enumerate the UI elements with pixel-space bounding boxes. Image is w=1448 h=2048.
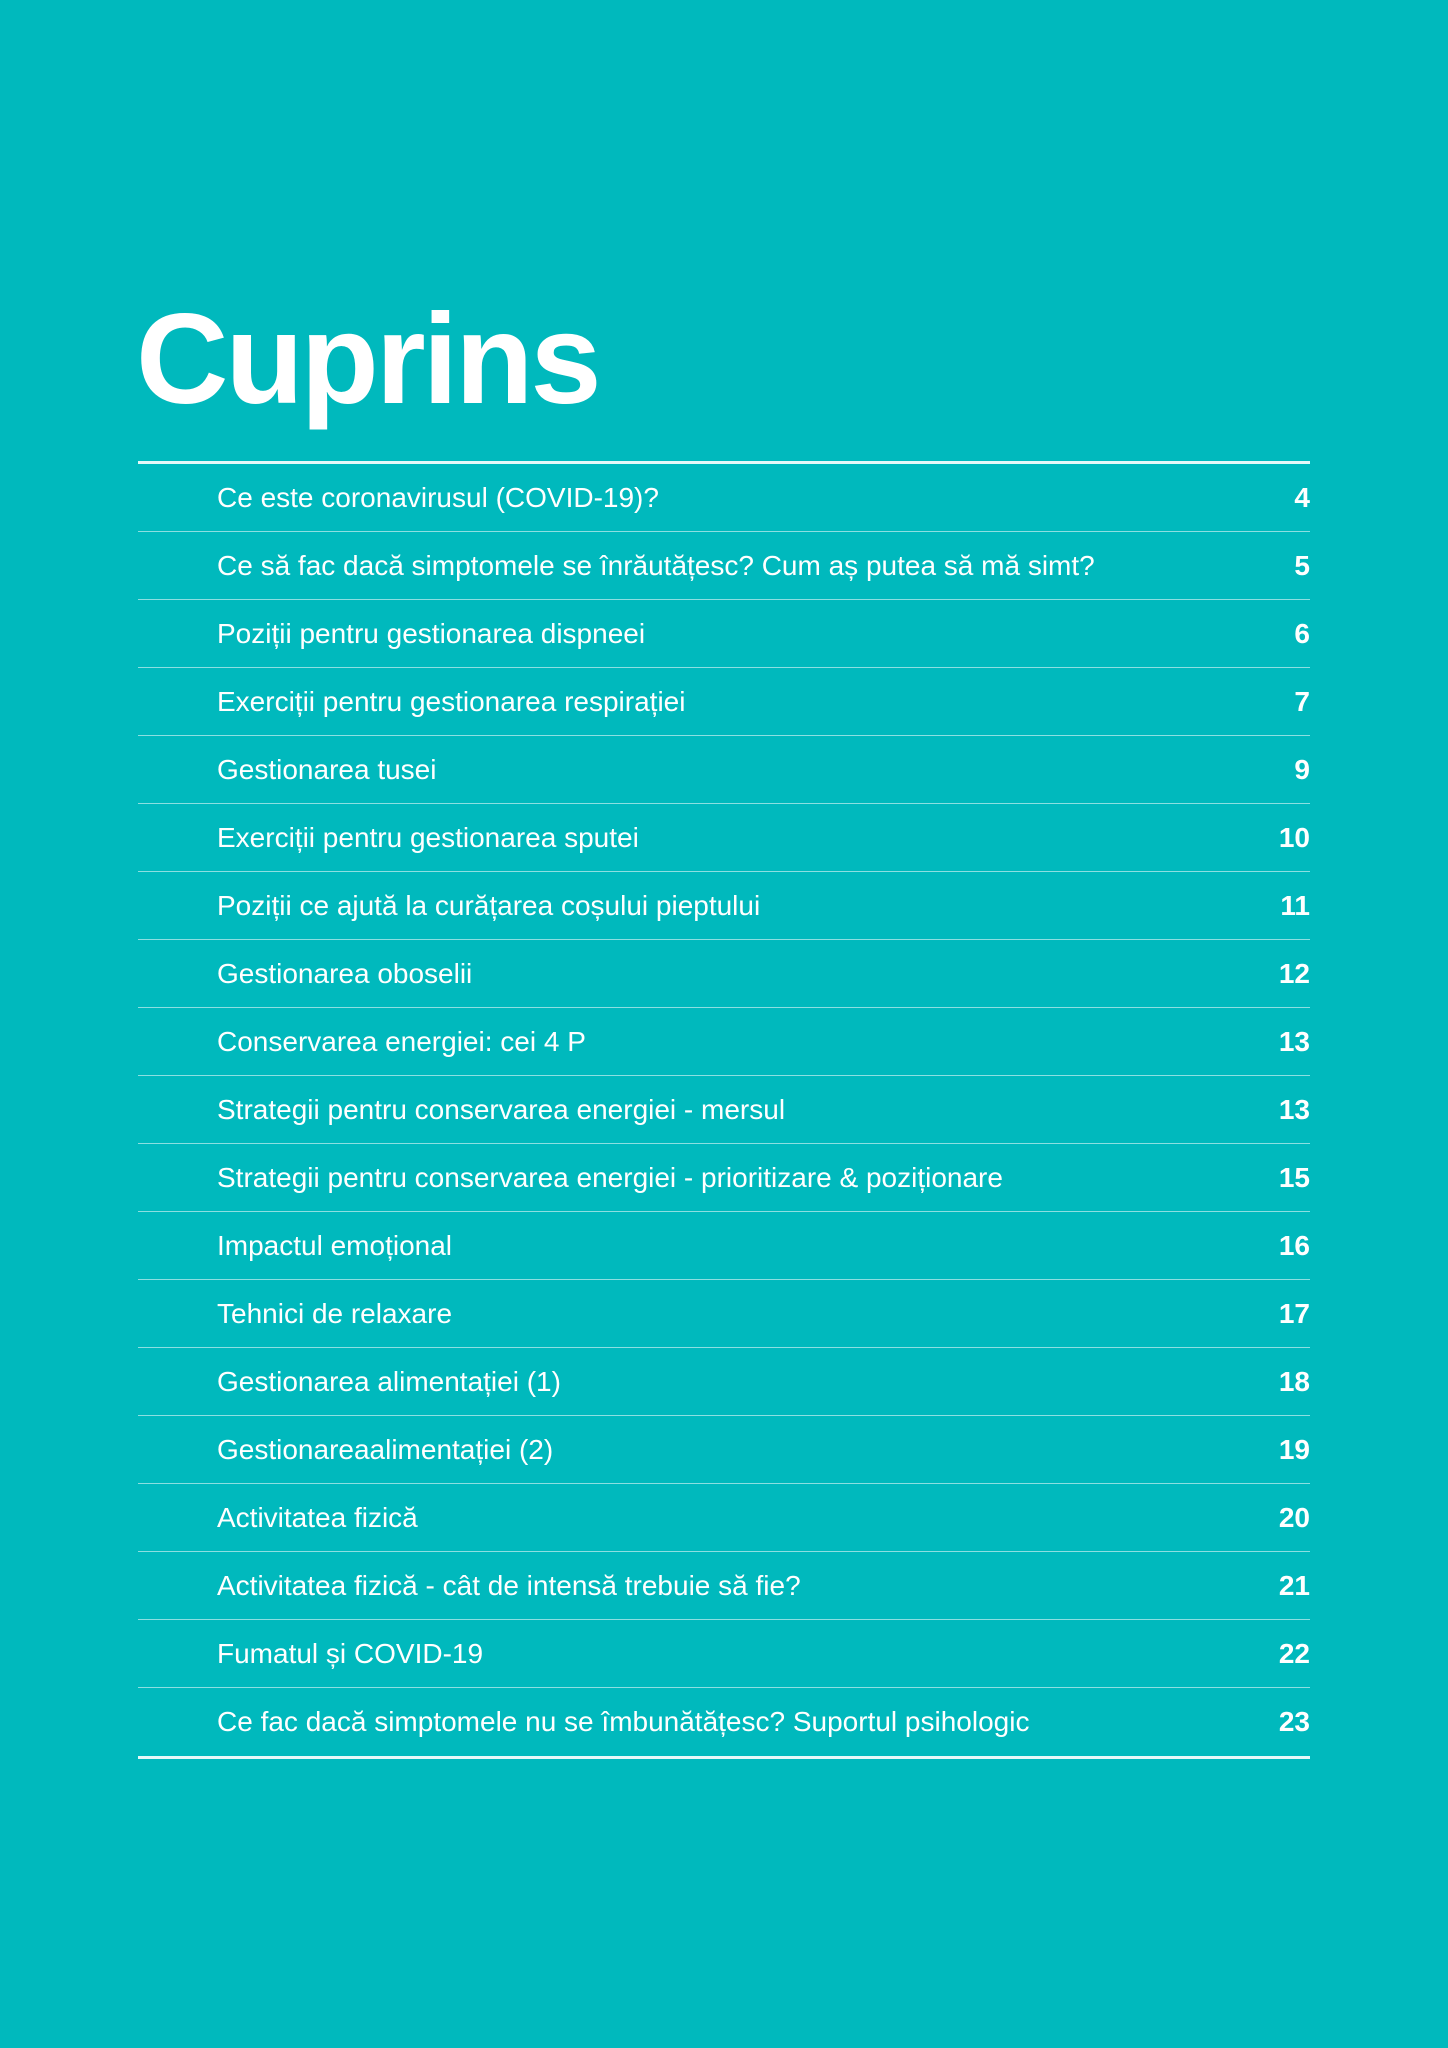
toc-entry-title: Gestionarea tusei	[217, 754, 437, 785]
toc-entry-page-number: 4	[1294, 482, 1310, 513]
toc-entry-page-number: 18	[1278, 1366, 1310, 1397]
toc-entry-title: Strategii pentru conservarea energiei - mersul	[217, 1094, 786, 1125]
toc-entry-title: Gestionareaalimentației (2)	[217, 1434, 554, 1465]
toc-entry[interactable]	[138, 1620, 1310, 1688]
toc-entry[interactable]	[138, 940, 1310, 1008]
toc-entry-title: Gestionarea oboselii	[217, 958, 473, 989]
toc-entry-page-number: 13	[1278, 1026, 1310, 1057]
toc-entry[interactable]	[138, 1280, 1310, 1348]
toc-entry-title: Ce este coronavirusul (COVID-19)?	[217, 482, 659, 513]
toc-entry-page-number: 16	[1278, 1230, 1310, 1261]
toc-entry-page-number: 11	[1280, 890, 1310, 921]
toc-entry-title: Tehnici de relaxare	[217, 1298, 453, 1329]
toc-entry[interactable]	[138, 804, 1310, 872]
toc-entry[interactable]	[138, 736, 1310, 804]
toc-entry-title: Strategii pentru conservarea energiei - prioritizare & poziționare	[217, 1162, 1003, 1193]
page-title: Cuprins	[136, 288, 599, 431]
toc-entry-title: Exerciții pentru gestionarea sputei	[217, 822, 639, 853]
toc-entry[interactable]	[138, 532, 1310, 600]
toc-entry-page-number: 7	[1294, 686, 1310, 717]
toc-entry-title: Activitatea fizică - cât de intensă trebuie să fie?	[217, 1570, 801, 1601]
toc-entry[interactable]	[138, 1076, 1310, 1144]
toc-entry[interactable]	[138, 600, 1310, 668]
table-of-contents	[138, 461, 1310, 1759]
toc-entry-page-number: 10	[1278, 822, 1310, 853]
toc-entry[interactable]	[138, 1348, 1310, 1416]
toc-entry[interactable]	[138, 1008, 1310, 1076]
toc-entry[interactable]	[138, 1552, 1310, 1620]
toc-entry-page-number: 22	[1278, 1638, 1310, 1669]
toc-entry-title: Gestionarea alimentației (1)	[217, 1366, 561, 1397]
toc-entry[interactable]	[138, 464, 1310, 532]
toc-entry-page-number: 21	[1278, 1570, 1310, 1601]
toc-entry-page-number: 15	[1278, 1162, 1310, 1193]
toc-entry-page-number: 17	[1278, 1298, 1310, 1329]
toc-entry-page-number: 6	[1294, 618, 1310, 649]
toc-entry-page-number: 5	[1294, 550, 1310, 581]
toc-entry[interactable]	[138, 1144, 1310, 1212]
toc-entry[interactable]	[138, 1212, 1310, 1280]
toc-entry[interactable]	[138, 1416, 1310, 1484]
toc-entry-title: Conservarea energiei: cei 4 P	[217, 1026, 586, 1057]
toc-entry[interactable]	[138, 872, 1310, 940]
toc-entry-page-number: 12	[1278, 958, 1310, 989]
toc-entry-page-number: 23	[1278, 1706, 1310, 1737]
toc-entry-page-number: 19	[1278, 1434, 1310, 1465]
toc-entry-title: Exerciții pentru gestionarea respirației	[217, 686, 686, 717]
toc-entry-title: Ce fac dacă simptomele nu se îmbunătățesc? Suportul psihologic	[217, 1706, 1030, 1737]
toc-entry[interactable]	[138, 668, 1310, 736]
toc-entry-title: Fumatul și COVID-19	[217, 1638, 484, 1669]
toc-entry[interactable]	[138, 1484, 1310, 1552]
toc-entry[interactable]	[138, 1688, 1310, 1756]
toc-entry-title: Impactul emoțional	[217, 1230, 453, 1261]
toc-entry-page-number: 20	[1278, 1502, 1310, 1533]
toc-entry-page-number: 13	[1278, 1094, 1310, 1125]
toc-entry-title: Poziții ce ajută la curățarea coșului pieptului	[217, 890, 761, 921]
toc-entry-title: Poziții pentru gestionarea dispneei	[217, 618, 646, 649]
toc-entry-title: Ce să fac dacă simptomele se înrăutățesc? Cum aș putea să mă simt?	[217, 550, 1095, 581]
toc-entry-title: Activitatea fizică	[217, 1502, 418, 1533]
toc-entry-page-number: 9	[1294, 754, 1310, 785]
